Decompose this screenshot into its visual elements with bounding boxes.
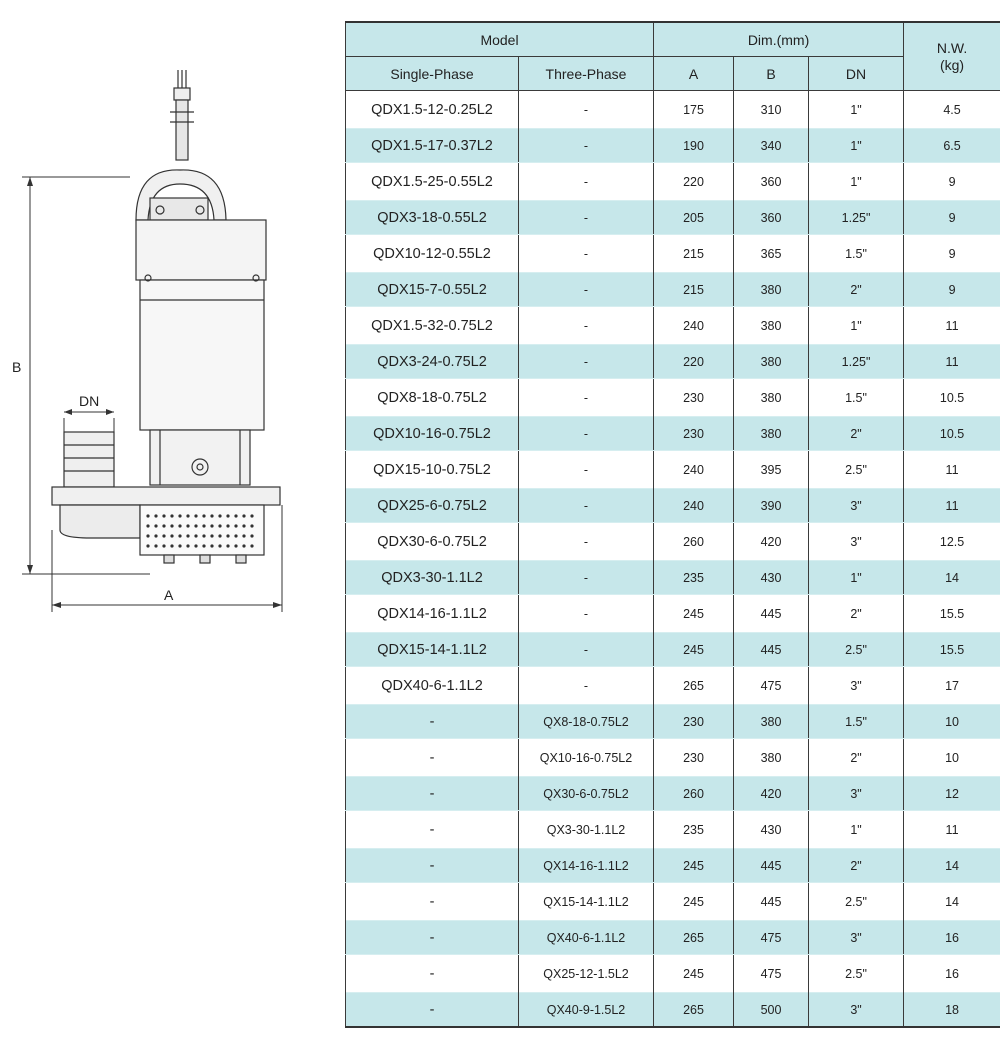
single-phase-model-cell: QDX3-18-0.55L2	[346, 201, 519, 235]
table-row	[346, 955, 1000, 993]
three-phase-model-cell: -	[519, 561, 654, 595]
net-weight-cell: 18	[904, 993, 1000, 1028]
dimension-label-a: A	[164, 587, 174, 603]
table-body	[346, 91, 1000, 1028]
dn-cell: 1"	[809, 129, 904, 163]
dn-cell: 2.5"	[809, 633, 904, 667]
three-phase-model-cell: QX15-14-1.1L2	[519, 883, 654, 921]
single-phase-model-cell: -	[346, 739, 519, 777]
three-phase-model-cell: -	[519, 201, 654, 235]
header-dimensions: Dim.(mm)	[654, 22, 904, 57]
dim-a-cell: 190	[654, 129, 734, 163]
single-phase-model-cell: QDX25-6-0.75L2	[346, 489, 519, 523]
dn-cell: 2"	[809, 417, 904, 451]
dim-a-cell: 205	[654, 201, 734, 235]
dim-a-cell: 240	[654, 451, 734, 489]
dim-b-cell: 395	[734, 451, 809, 489]
three-phase-model-cell: -	[519, 273, 654, 307]
dim-b-cell: 380	[734, 417, 809, 451]
dn-cell: 3"	[809, 523, 904, 561]
dim-a-cell: 240	[654, 489, 734, 523]
dn-cell: 3"	[809, 667, 904, 705]
table-row	[346, 561, 1000, 595]
single-phase-model-cell: QDX15-10-0.75L2	[346, 451, 519, 489]
table-row	[346, 849, 1000, 883]
dim-a-cell: 230	[654, 417, 734, 451]
single-phase-model-cell: -	[346, 811, 519, 849]
three-phase-model-cell: QX40-9-1.5L2	[519, 993, 654, 1028]
single-phase-model-cell: QDX30-6-0.75L2	[346, 523, 519, 561]
dn-cell: 1.5"	[809, 235, 904, 273]
dim-a-cell: 235	[654, 811, 734, 849]
pump-dimension-drawing	[0, 60, 300, 620]
dim-a-cell: 230	[654, 379, 734, 417]
dn-cell: 3"	[809, 921, 904, 955]
dim-a-cell: 235	[654, 561, 734, 595]
table-row	[346, 667, 1000, 705]
net-weight-cell: 14	[904, 561, 1000, 595]
dim-b-cell: 475	[734, 667, 809, 705]
table-row	[346, 379, 1000, 417]
single-phase-model-cell: QDX10-16-0.75L2	[346, 417, 519, 451]
dim-b-cell: 420	[734, 777, 809, 811]
three-phase-model-cell: -	[519, 345, 654, 379]
table-row	[346, 993, 1000, 1028]
dim-b-cell: 475	[734, 955, 809, 993]
net-weight-cell: 10.5	[904, 379, 1000, 417]
net-weight-cell: 17	[904, 667, 1000, 705]
table-row	[346, 633, 1000, 667]
dn-cell: 1.25"	[809, 201, 904, 235]
header-model: Model	[346, 22, 654, 57]
dn-cell: 3"	[809, 489, 904, 523]
three-phase-model-cell: -	[519, 633, 654, 667]
three-phase-model-cell: QX30-6-0.75L2	[519, 777, 654, 811]
table-row	[346, 811, 1000, 849]
net-weight-cell: 9	[904, 273, 1000, 307]
dn-cell: 3"	[809, 777, 904, 811]
dim-b-cell: 445	[734, 849, 809, 883]
dim-a-cell: 245	[654, 849, 734, 883]
table-row	[346, 705, 1000, 739]
dn-cell: 2"	[809, 849, 904, 883]
header-nw-label: N.W.	[936, 39, 968, 56]
header-a: A	[654, 57, 734, 91]
net-weight-cell: 15.5	[904, 595, 1000, 633]
dim-b-cell: 390	[734, 489, 809, 523]
table-row	[346, 307, 1000, 345]
dim-b-cell: 475	[734, 921, 809, 955]
dim-b-cell: 380	[734, 739, 809, 777]
dim-b-cell: 365	[734, 235, 809, 273]
dim-a-cell: 230	[654, 739, 734, 777]
three-phase-model-cell: -	[519, 523, 654, 561]
dim-b-cell: 445	[734, 595, 809, 633]
dim-b-cell: 430	[734, 811, 809, 849]
dim-a-cell: 215	[654, 273, 734, 307]
net-weight-cell: 11	[904, 307, 1000, 345]
dim-b-cell: 310	[734, 91, 809, 129]
table-row	[346, 595, 1000, 633]
table-subheader-row	[346, 57, 1000, 91]
net-weight-cell: 11	[904, 345, 1000, 379]
single-phase-model-cell: QDX8-18-0.75L2	[346, 379, 519, 417]
single-phase-model-cell: QDX3-24-0.75L2	[346, 345, 519, 379]
single-phase-model-cell: QDX10-12-0.55L2	[346, 235, 519, 273]
three-phase-model-cell: -	[519, 91, 654, 129]
single-phase-model-cell: QDX1.5-12-0.25L2	[346, 91, 519, 129]
dim-a-cell: 265	[654, 993, 734, 1028]
net-weight-cell: 12	[904, 777, 1000, 811]
three-phase-model-cell: -	[519, 379, 654, 417]
net-weight-cell: 10.5	[904, 417, 1000, 451]
header-net-weight	[904, 22, 1000, 91]
dim-a-cell: 265	[654, 921, 734, 955]
header-dn: DN	[809, 57, 904, 91]
net-weight-cell: 10	[904, 705, 1000, 739]
three-phase-model-cell: QX3-30-1.1L2	[519, 811, 654, 849]
table-row	[346, 417, 1000, 451]
dn-cell: 2.5"	[809, 451, 904, 489]
dim-b-cell: 360	[734, 201, 809, 235]
dim-a-cell: 260	[654, 777, 734, 811]
single-phase-model-cell: -	[346, 705, 519, 739]
table-row	[346, 489, 1000, 523]
single-phase-model-cell: -	[346, 849, 519, 883]
net-weight-cell: 9	[904, 163, 1000, 201]
table-row	[346, 345, 1000, 379]
single-phase-model-cell: QDX40-6-1.1L2	[346, 667, 519, 705]
dn-cell: 1"	[809, 163, 904, 201]
dim-a-cell: 260	[654, 523, 734, 561]
single-phase-model-cell: QDX1.5-17-0.37L2	[346, 129, 519, 163]
dim-a-cell: 215	[654, 235, 734, 273]
net-weight-cell: 9	[904, 201, 1000, 235]
dim-b-cell: 445	[734, 633, 809, 667]
net-weight-cell: 14	[904, 849, 1000, 883]
three-phase-model-cell: -	[519, 129, 654, 163]
dim-a-cell: 265	[654, 667, 734, 705]
header-b: B	[734, 57, 809, 91]
dim-b-cell: 340	[734, 129, 809, 163]
single-phase-model-cell: QDX14-16-1.1L2	[346, 595, 519, 633]
three-phase-model-cell: -	[519, 307, 654, 345]
net-weight-cell: 14	[904, 883, 1000, 921]
three-phase-model-cell: -	[519, 235, 654, 273]
three-phase-model-cell: QX8-18-0.75L2	[519, 705, 654, 739]
dim-a-cell: 220	[654, 345, 734, 379]
dim-b-cell: 360	[734, 163, 809, 201]
three-phase-model-cell: -	[519, 451, 654, 489]
table-row	[346, 777, 1000, 811]
dimension-label-b: B	[12, 359, 22, 375]
dim-b-cell: 500	[734, 993, 809, 1028]
dim-b-cell: 445	[734, 883, 809, 921]
dim-a-cell: 230	[654, 705, 734, 739]
net-weight-cell: 9	[904, 235, 1000, 273]
dn-cell: 1"	[809, 307, 904, 345]
single-phase-model-cell: QDX1.5-25-0.55L2	[346, 163, 519, 201]
table-header-row	[346, 22, 1000, 57]
dn-cell: 1.5"	[809, 379, 904, 417]
three-phase-model-cell: -	[519, 667, 654, 705]
dim-b-cell: 430	[734, 561, 809, 595]
dn-cell: 1"	[809, 91, 904, 129]
header-nw-unit: (kg)	[939, 56, 965, 73]
table-row	[346, 163, 1000, 201]
single-phase-model-cell: QDX15-14-1.1L2	[346, 633, 519, 667]
dn-cell: 2"	[809, 739, 904, 777]
net-weight-cell: 12.5	[904, 523, 1000, 561]
three-phase-model-cell: -	[519, 417, 654, 451]
three-phase-model-cell: -	[519, 595, 654, 633]
dim-b-cell: 380	[734, 345, 809, 379]
single-phase-model-cell: -	[346, 883, 519, 921]
dim-a-cell: 245	[654, 883, 734, 921]
dim-b-cell: 380	[734, 307, 809, 345]
dn-cell: 1"	[809, 811, 904, 849]
dim-a-cell: 245	[654, 955, 734, 993]
three-phase-model-cell: QX14-16-1.1L2	[519, 849, 654, 883]
dn-cell: 1"	[809, 561, 904, 595]
net-weight-cell: 15.5	[904, 633, 1000, 667]
dim-a-cell: 175	[654, 91, 734, 129]
dim-b-cell: 380	[734, 379, 809, 417]
net-weight-cell: 16	[904, 921, 1000, 955]
dim-a-cell: 220	[654, 163, 734, 201]
table-row	[346, 883, 1000, 921]
dim-b-cell: 420	[734, 523, 809, 561]
net-weight-cell: 11	[904, 451, 1000, 489]
single-phase-model-cell: QDX15-7-0.55L2	[346, 273, 519, 307]
net-weight-cell: 10	[904, 739, 1000, 777]
single-phase-model-cell: -	[346, 993, 519, 1028]
dn-cell: 2.5"	[809, 955, 904, 993]
single-phase-model-cell: -	[346, 777, 519, 811]
three-phase-model-cell: QX40-6-1.1L2	[519, 921, 654, 955]
table-row	[346, 273, 1000, 307]
header-three-phase: Three-Phase	[519, 57, 654, 91]
net-weight-cell: 4.5	[904, 91, 1000, 129]
header-single-phase: Single-Phase	[346, 57, 519, 91]
table-row	[346, 739, 1000, 777]
three-phase-model-cell: QX25-12-1.5L2	[519, 955, 654, 993]
dim-a-cell: 240	[654, 307, 734, 345]
dim-b-cell: 380	[734, 705, 809, 739]
dimension-label-dn: DN	[79, 393, 100, 409]
dim-a-cell: 245	[654, 633, 734, 667]
dim-a-cell: 245	[654, 595, 734, 633]
table-row	[346, 129, 1000, 163]
dn-cell: 3"	[809, 993, 904, 1028]
table-row	[346, 523, 1000, 561]
three-phase-model-cell: -	[519, 163, 654, 201]
table-row	[346, 921, 1000, 955]
pump-spec-table	[345, 21, 1000, 1028]
table-row	[346, 91, 1000, 129]
dn-cell: 1.25"	[809, 345, 904, 379]
table-row	[346, 235, 1000, 273]
dn-cell: 2.5"	[809, 883, 904, 921]
table-row	[346, 201, 1000, 235]
dim-b-cell: 380	[734, 273, 809, 307]
three-phase-model-cell: QX10-16-0.75L2	[519, 739, 654, 777]
dn-cell: 1.5"	[809, 705, 904, 739]
net-weight-cell: 16	[904, 955, 1000, 993]
table-row	[346, 451, 1000, 489]
dn-cell: 2"	[809, 273, 904, 307]
single-phase-model-cell: QDX1.5-32-0.75L2	[346, 307, 519, 345]
net-weight-cell: 6.5	[904, 129, 1000, 163]
three-phase-model-cell: -	[519, 489, 654, 523]
dn-cell: 2"	[809, 595, 904, 633]
single-phase-model-cell: QDX3-30-1.1L2	[346, 561, 519, 595]
single-phase-model-cell: -	[346, 921, 519, 955]
net-weight-cell: 11	[904, 811, 1000, 849]
single-phase-model-cell: -	[346, 955, 519, 993]
net-weight-cell: 11	[904, 489, 1000, 523]
